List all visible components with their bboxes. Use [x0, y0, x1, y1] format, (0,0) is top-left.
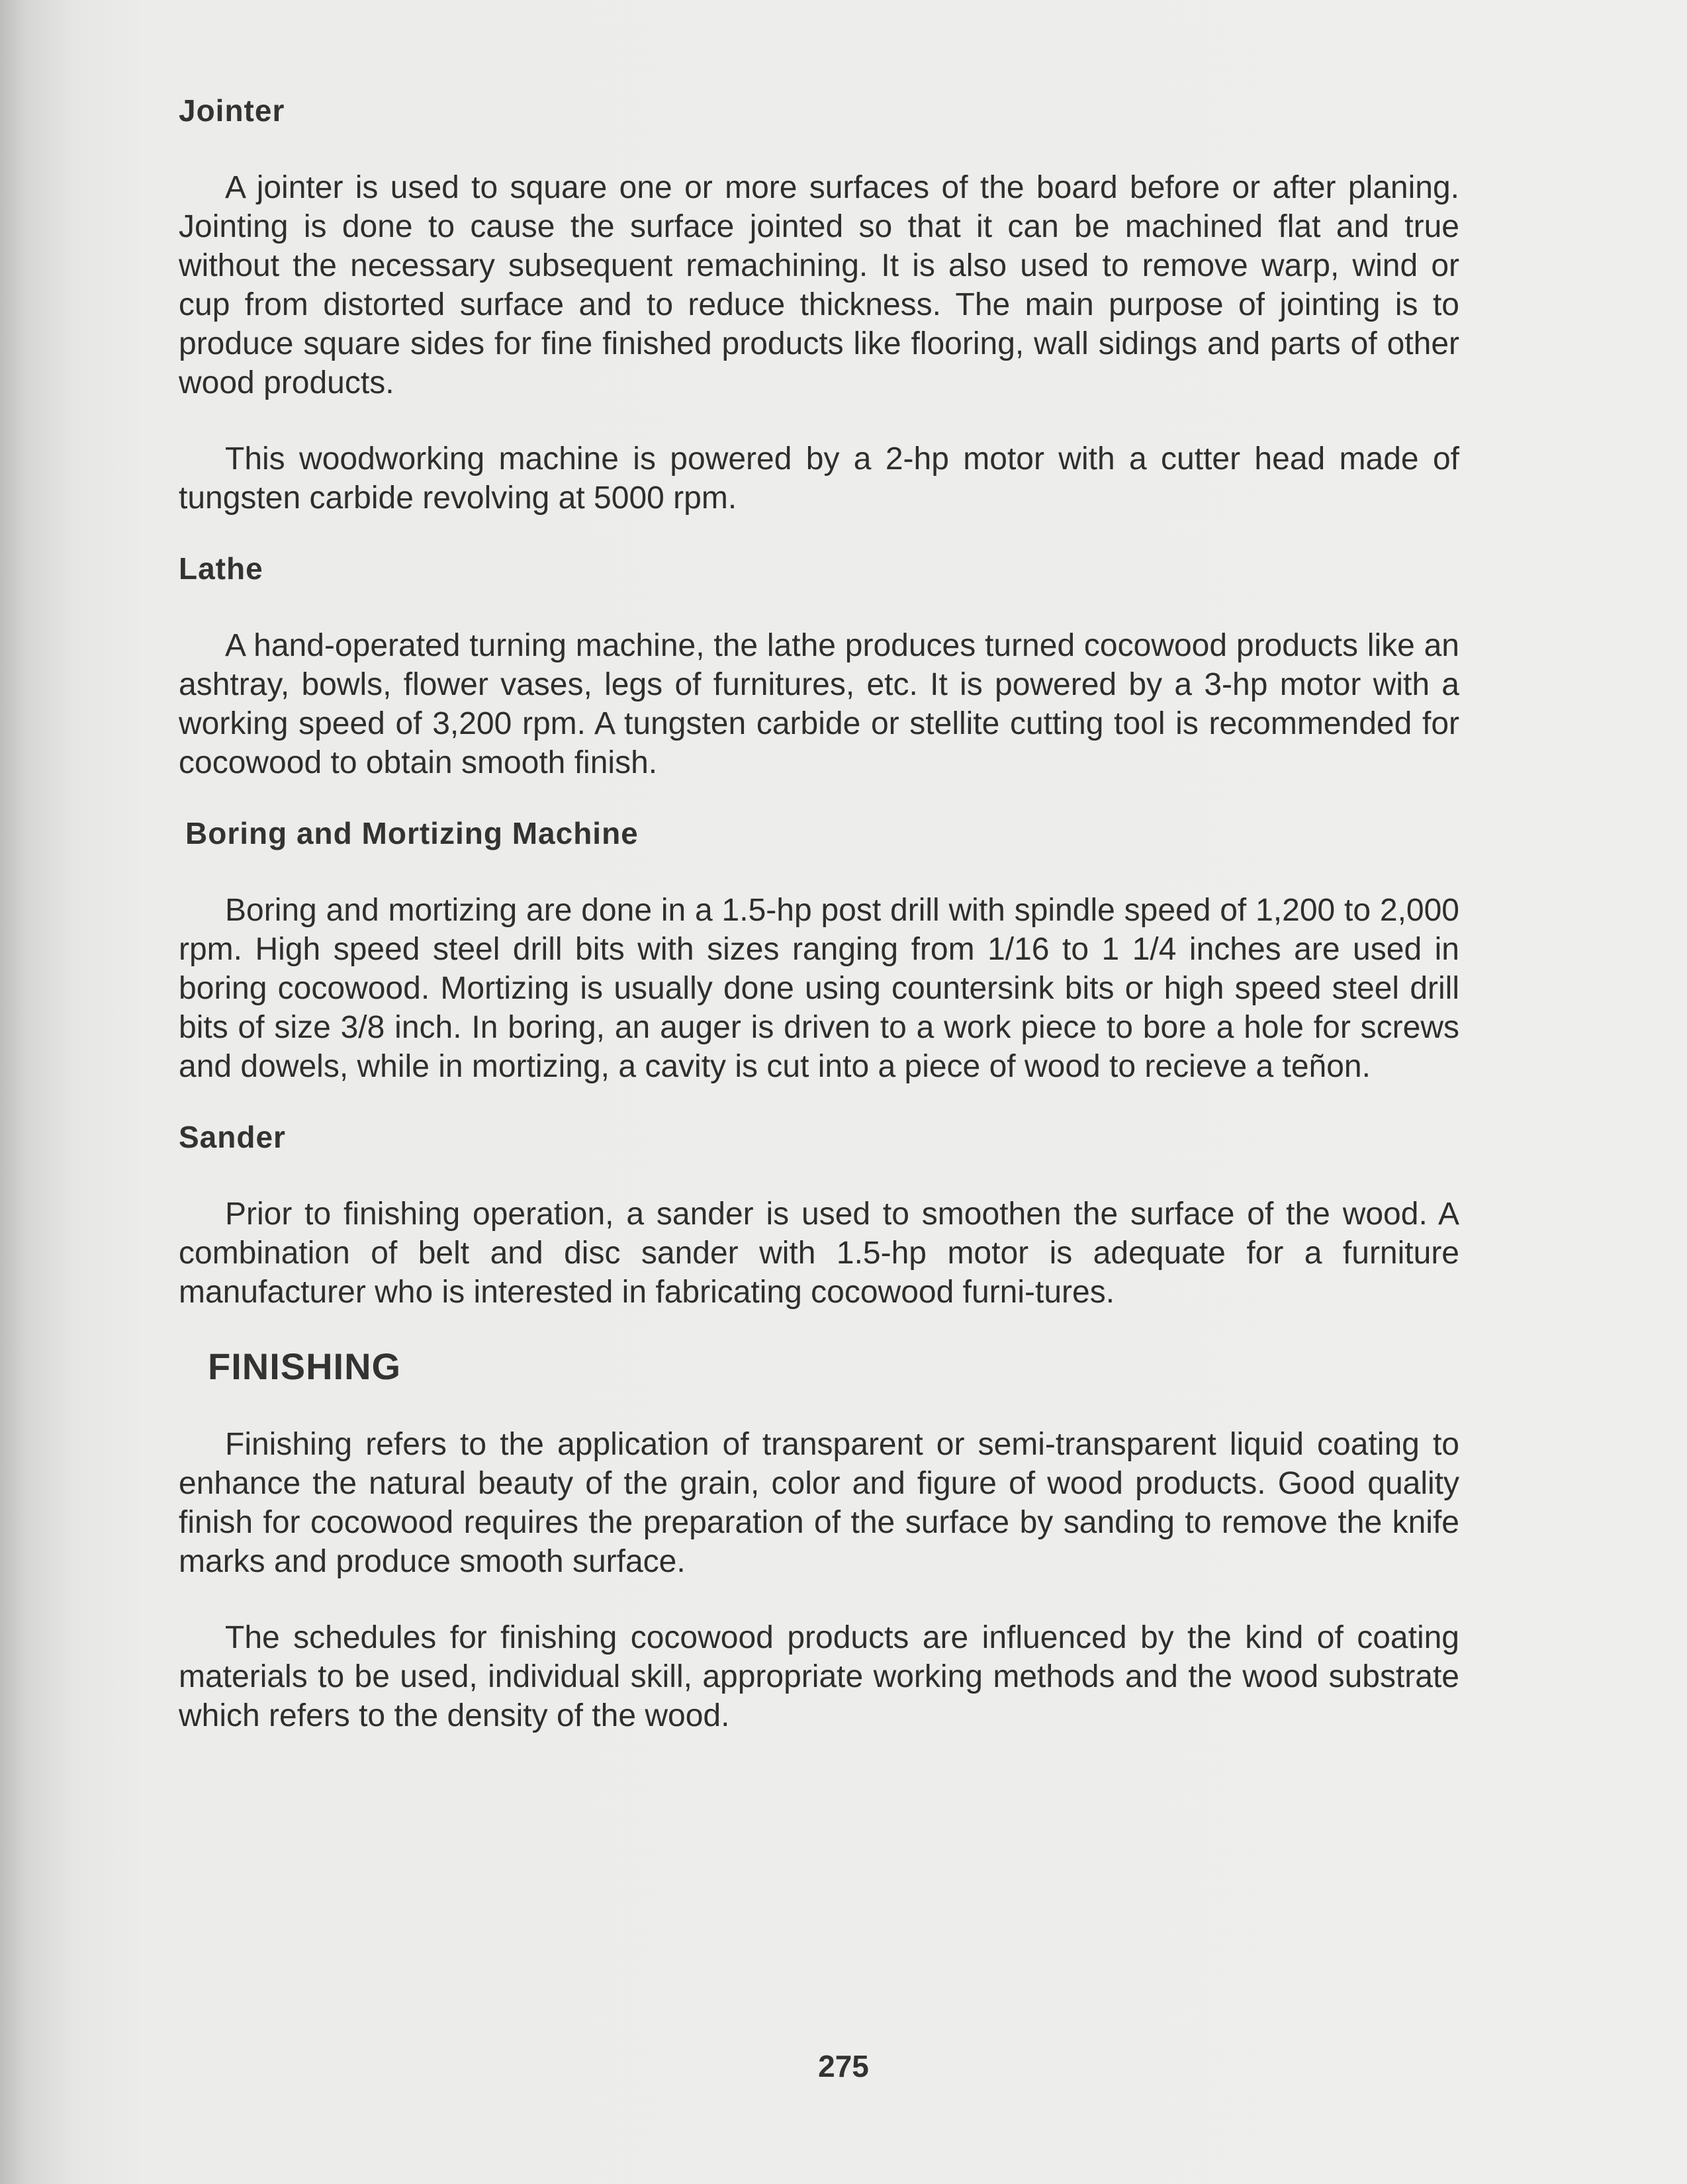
paragraph: Prior to finishing operation, a sander is used to smoothen the surface of the wood. A combination of belt and disc sander with 1.5-hp motor is adequate for a furniture manufacturer who is interested in fabricating cocowood furni-tures. [179, 1197, 1459, 1310]
paragraph: A jointer is used to square one or more surfaces of the board before or after planing. Jointing is done to cause the surface jointed so that it can be machined flat and true without the necessary subsequent remachining. It is also used to remove warp, wind or cup from distorted surface and to reduce thickness. The main purpose of jointing is to produce square sides for fine finished products like flooring, wall sidings and parts of other wood products. [179, 170, 1459, 400]
page-content [179, 93, 1459, 1735]
section-sander [179, 1119, 1459, 1312]
paragraph: The schedules for finishing cocowood products are influenced by the kind of coating materials to be used, individual skill, appropriate working methods and the wood substrate which refers to the density of the wood. [179, 1620, 1459, 1733]
section-heading: Lathe [179, 551, 263, 586]
page-number: 275 [818, 2049, 869, 2083]
paragraph: This woodworking machine is powered by a 2-hp motor with a cutter head made of tungsten carbide revolving at 5000 rpm. [179, 441, 1459, 516]
paragraph: Boring and mortizing are done in a 1.5-hp post drill with spindle speed of 1,200 to 2,000 rpm. High speed steel drill bits with sizes ranging from 1/16 to 1 1/4 inches are used in boring cocowood. Mortizing is usually done using countersink bits or high speed steel drill bits of size 3/8 inch. In boring, an auger is driven to a work piece to bore a hole for screws and dowels, while in mortizing, a cavity is cut into a piece of wood to recieve a teñon. [179, 893, 1459, 1084]
section-heading: Boring and Mortizing Machine [185, 816, 639, 850]
section-heading: Jointer [179, 93, 285, 128]
section-heading: Sander [179, 1120, 286, 1154]
section-lathe [179, 551, 1459, 782]
section-jointer [179, 93, 1459, 518]
section-boring-mortizing [179, 815, 1459, 1086]
paragraph: A hand-operated turning machine, the lathe produces turned cocowood products like an ashtray, bowls, flower vases, legs of furnitures, etc. It is powered by a 3-hp motor with a working speed of 3,200 rpm. A tungsten carbide or stellite cutting tool is recommended for cocowood to obtain smooth finish. [179, 628, 1459, 780]
paragraph: Finishing refers to the application of transparent or semi-transparent liquid coating to enhance the natural beauty of the grain, color and figure of wood products. Good quality finish for cocowood requires the preparation of the surface by sanding to remove the knife marks and produce smooth surface. [179, 1427, 1459, 1579]
section-finishing [179, 1345, 1459, 1735]
finishing-title: FINISHING [208, 1345, 402, 1387]
